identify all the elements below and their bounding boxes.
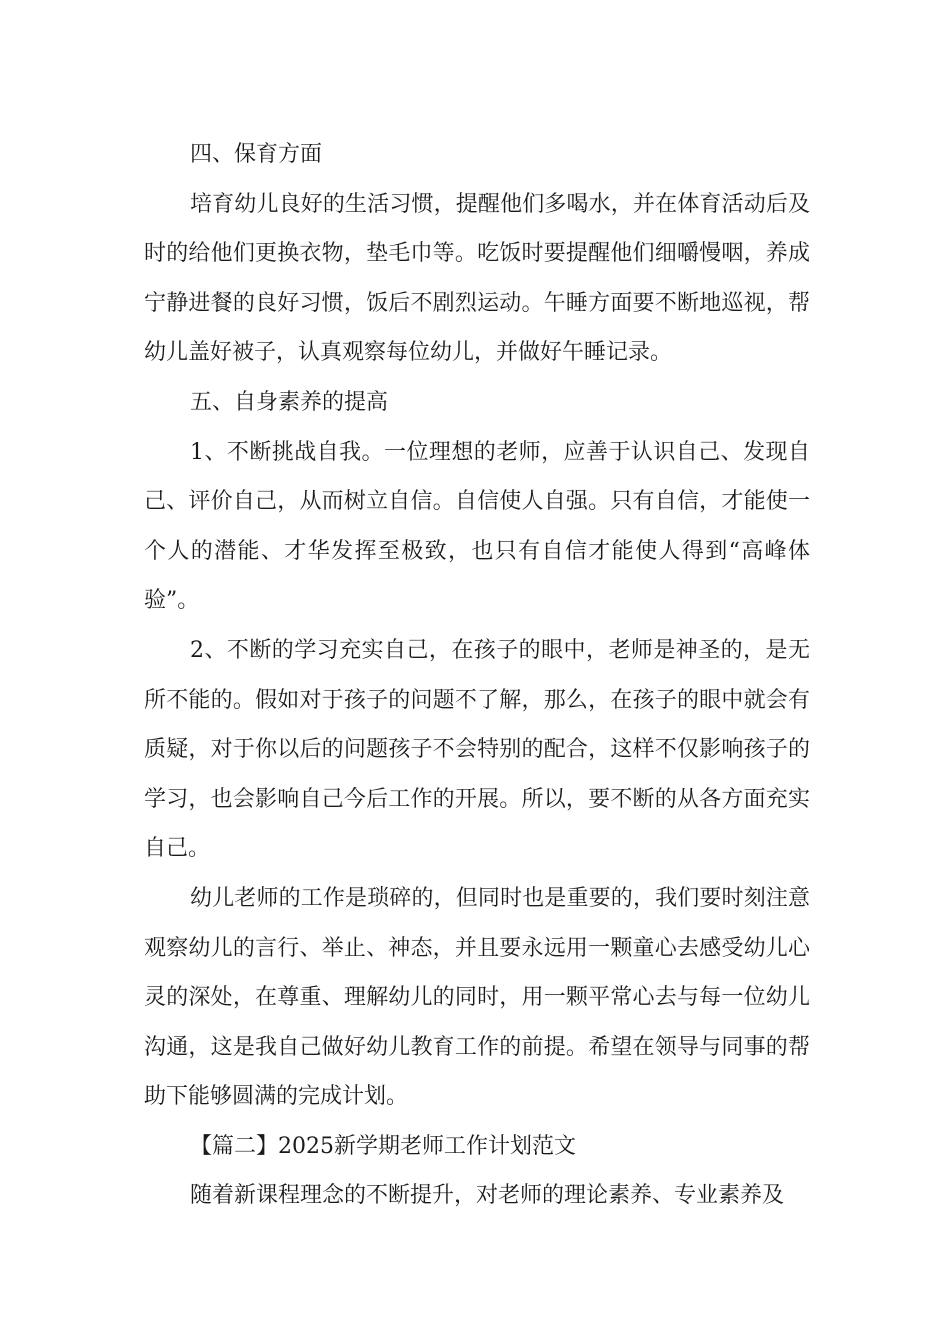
paragraph-keep-learning: 2、不断的学习充实自己，在孩子的眼中，老师是神圣的，是无所不能的。假如对于孩子的问题不了解，那么，在孩子的眼中就会有质疑，对于你以后的问题孩子不会特别的配合，这样不仅影响孩子的学习，也会影响自己今后工作的开展。所以，要不断的从各方面充实自己。 [144, 637, 810, 862]
paragraph-closing: 幼儿老师的工作是琐碎的，但同时也是重要的，我们要时刻注意观察幼儿的言行、举止、神态，并且要永远用一颗童心去感受幼儿心灵的深处，在尊重、理解幼儿的同时，用一颗平常心去与每一位幼儿沟通，这是我自己做好幼儿教育工作的前提。希望在领导与同事的帮助下能够圆满的完成计划。 [144, 885, 810, 1110]
paragraph-childcare: 培育幼儿良好的生活习惯，提醒他们多喝水，并在体育活动后及时的给他们更换衣物，垫毛巾等。吃饭时要提醒他们细嚼慢咽，养成宁静进餐的良好习惯，饭后不剧烈运动。午睡方面要不断地巡视，帮幼儿盖好被子，认真观察每位幼儿，并做好午睡记录。 [144, 191, 810, 366]
document-body [144, 130, 810, 1221]
section-heading-childcare: 四、保育方面 [190, 142, 323, 167]
part-two-title: 【篇二】2025新学期老师工作计划范文 [190, 1133, 576, 1159]
section-heading-self-improvement: 五、自身素养的提高 [190, 389, 389, 415]
paragraph-part-two-intro: 随着新课程理念的不断提升，对老师的理论素养、专业素养及 [190, 1183, 785, 1209]
paragraph-challenge-self: 1、不断挑战自我。一位理想的老师，应善于认识自己、发现自己、评价自己，从而树立自信。自信使人自强。只有自信，才能使一个人的潜能、才华发挥至极致，也只有自信才能使人得到“高峰体验”。 [144, 439, 810, 614]
